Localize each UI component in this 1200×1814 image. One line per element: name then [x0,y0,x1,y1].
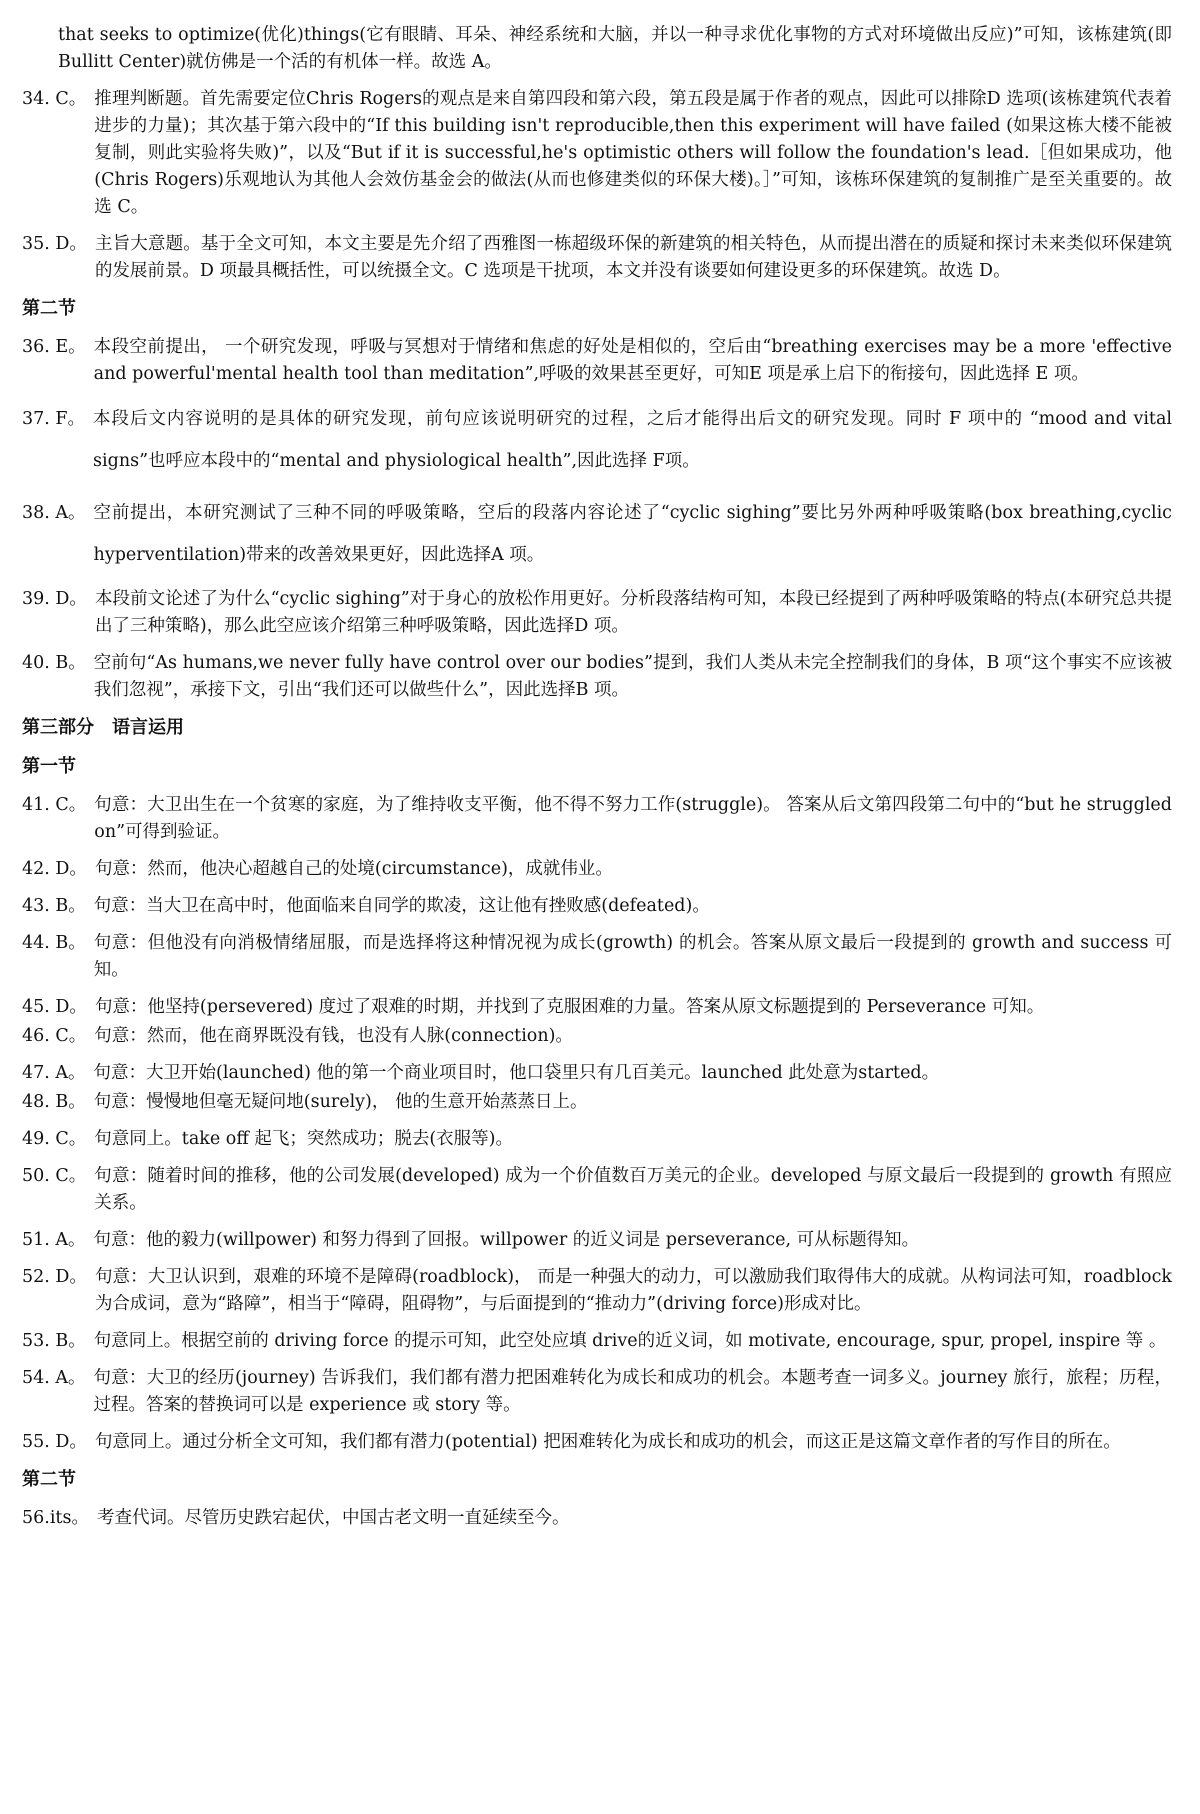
answers-reading-tail [22,22,1172,285]
answer-explanation: 句意：他的毅力(willpower) 和努力得到了回报。willpower 的近义词是 perseverance, 可从标题得知。 [93,1230,920,1250]
answer-explanation: 句意：慢慢地但毫无疑问地(surely)， 他的生意开始蒸蒸日上。 [93,1092,588,1112]
section-heading-2b: 第二节 [22,1469,76,1490]
answer-explanation: 句意：随着时间的推移，他的公司发展(developed) 成为一个价值数百万美元的企业。developed 与原文最后一段提到的 growth 有照应关系。 [94,1166,1172,1213]
answer-explanation: 句意同上。take off 起飞；突然成功；脱去(衣服等)。 [94,1129,513,1149]
answer-item-q38 [22,492,1172,576]
answer-explanation: that seeks to optimize(优化)things(它有眼睛、耳朵、神经系统和大脑，并以一种寻求优化事物的方式对环境做出反应)”可知，该栋建筑(即 Bullitt Center)就仿佛是一个活的有机体一样。故选 A。 [58,25,1172,72]
answer-number: 53. B。 [22,1331,86,1351]
answer-item-q46 [22,1023,1172,1050]
answer-item-q49 [22,1126,1172,1153]
answer-number: 38. A。 [22,503,86,523]
answer-item-q55 [22,1429,1172,1456]
answer-explanation: 句意：他坚持(persevered) 度过了艰难的时期，并找到了克服困难的力量。答案从原文标题提到的 Perseverance 可知。 [94,997,1045,1017]
answers-cloze [22,792,1172,1456]
answer-explanation: 句意：大卫出生在一个贫寒的家庭，为了维持收支平衡，他不得不努力工作(struggle)。 答案从后文第四段第二句中的“but he struggled on”可得到验证。 [94,795,1172,842]
answer-explanation: 句意同上。根据空前的 driving force 的提示可知，此空处应填 drive的近义词，如 motivate, encourage, spur, propel, inspire 等 。 [93,1331,1167,1351]
answer-number: 51. A。 [22,1230,86,1250]
answer-explanation: 空前句“As humans,we never fully have control over our bodies”提到，我们人类从未完全控制我们的身体，B 项“这个事实不应该被我们忽视”，承接下文，引出“我们还可以做些什么”，因此选择B 项。 [93,653,1172,700]
answer-explanation: 本段前文论述了为什么“cyclic sighing”对于身心的放松作用更好。分析段落结构可知，本段已经提到了两种呼吸策略的特点(本研究总共提出了三种策略)，那么此空应该介绍第三种呼吸策略，因此选择D 项。 [94,589,1172,636]
answer-number: 49. C。 [22,1129,87,1149]
answer-explanation: 句意：大卫的经历(journey) 告诉我们，我们都有潜力把困难转化为成长和成功的机会。本题考查一词多义。journey 旅行，旅程；历程，过程。答案的替换词可以是 experience 或 story 等。 [93,1368,1172,1415]
part-heading-3: 第三部分 语言运用 [22,717,184,738]
answer-item-q42 [22,856,1172,883]
answer-number: 43. B。 [22,896,86,916]
answer-explanation: 句意：然而，他在商界既没有钱，也没有人脉(connection)。 [94,1026,573,1046]
answer-item-q53 [22,1328,1172,1355]
answer-number: 44. B。 [22,933,86,953]
answer-item-intro [22,22,1172,76]
answer-item-q41 [22,792,1172,846]
answer-number: 45. D。 [22,997,87,1017]
answer-number: 52. D。 [22,1267,87,1287]
answer-item-q56 [22,1505,1172,1532]
answer-item-q39 [22,586,1172,640]
answer-number: 56.its。 [22,1508,89,1528]
answer-item-q34 [22,86,1172,221]
answer-explanation: 推理判断题。首先需要定位Chris Rogers的观点是来自第四段和第六段，第五段是属于作者的观点，因此可以排除D 选项(该栋建筑代表着进步的力量)；其次基于第六段中的“If this building isn't reproducible,then this experiment will have failed (如果这栋大楼不能被复制，则此实验将失败)”，以及“But if it is successful,he's optimistic others will follow the foundation's lead.［但如果成功，他(Chris Rogers)乐观地认为其他人会效仿基金会的做法(从而也修建类似的环保大楼)。］”可知，该栋环保建筑的复制推广是至关重要的。故选 C。 [94,89,1172,217]
answers-grammar-fill [22,1505,1172,1532]
answer-item-q52 [22,1264,1172,1318]
answer-number: 35. D。 [22,234,87,254]
answer-item-q40 [22,650,1172,704]
answer-number: 48. B。 [22,1092,86,1112]
answer-explanation: 空前提出，本研究测试了三种不同的呼吸策略，空后的段落内容论述了“cyclic sighing”要比另外两种呼吸策略(box breathing,cyclic hyperventilation)带来的改善效果更好，因此选择A 项。 [93,503,1172,565]
answer-item-q47 [22,1060,1172,1087]
answer-explanation: 句意：大卫认识到，艰难的环境不是障碍(roadblock)， 而是一种强大的动力，可以激励我们取得伟大的成就。从构词法可知，roadblock 为合成词，意为“路障”，相当于“障碍，阻碍物”，与后面提到的“推动力”(driving force)形成对比。 [94,1267,1172,1314]
answer-number: 39. D。 [22,589,87,609]
answer-number: 47. A。 [22,1063,86,1083]
answer-number: 41. C。 [22,795,87,815]
answer-explanation: 句意：当大卫在高中时，他面临来自同学的欺凌，这让他有挫败感(defeated)。 [93,896,710,916]
answer-number: 54. A。 [22,1368,86,1388]
answer-number: 55. D。 [22,1432,87,1452]
answer-item-q43 [22,893,1172,920]
answer-number: 40. B。 [22,653,86,673]
answer-number: 34. C。 [22,89,87,109]
answer-item-q44 [22,930,1172,984]
answer-item-q51 [22,1227,1172,1254]
answer-item-q36 [22,334,1172,388]
answer-explanation: 主旨大意题。基于全文可知，本文主要是先介绍了西雅图一栋超级环保的新建筑的相关特色，从而提出潜在的质疑和探讨未来类似环保建筑的发展前景。D 项最具概括性，可以统摄全文。C 选项是干扰项，本文并没有谈要如何建设更多的环保建筑。故选 D。 [94,234,1172,281]
answer-explanation: 本段后文内容说明的是具体的研究发现，前句应该说明研究的过程，之后才能得出后文的研究发现。同时 F 项中的 “mood and vital signs”也呼应本段中的“mental and physiological health”,因此选择 F项。 [93,409,1172,471]
answer-item-q48 [22,1089,1172,1116]
answer-explanation: 句意：但他没有向消极情绪屈服，而是选择将这种情况视为成长(growth) 的机会。答案从原文最后一段提到的 growth and success 可知。 [93,933,1172,980]
answer-item-q37 [22,398,1172,482]
answer-number: 42. D。 [22,859,87,879]
answer-number: 50. C。 [22,1166,87,1186]
answers-seven-choose-five [22,334,1172,704]
answer-number: 37. F。 [22,409,86,429]
section-heading-2a: 第二节 [22,298,76,319]
section-heading-1: 第一节 [22,756,76,777]
answer-explanation: 考查代词。尽管历史跌宕起伏，中国古老文明一直延续至今。 [96,1508,570,1528]
answer-item-q50 [22,1163,1172,1217]
answer-explanation: 句意同上。通过分析全文可知，我们都有潜力(potential) 把困难转化为成长和成功的机会，而这正是这篇文章作者的写作目的所在。 [94,1432,1121,1452]
answer-item-q35 [22,231,1172,285]
answer-explanation: 句意：然而，他决心超越自己的处境(circumstance)，成就伟业。 [94,859,613,879]
answer-explanation: 本段空前提出， 一个研究发现，呼吸与冥想对于情绪和焦虑的好处是相似的，空后由“breathing exercises may be a more 'effective and powerful'mental health tool than meditation”,呼吸的效果甚至更好，可知E 项是承上启下的衔接句，因此选择 E 项。 [93,337,1172,384]
answer-item-q45 [22,994,1172,1021]
answer-number: 46. C。 [22,1026,87,1046]
answer-number: 36. E。 [22,337,86,357]
answer-explanation: 句意：大卫开始(launched) 他的第一个商业项目时，他口袋里只有几百美元。launched 此处意为started。 [93,1063,940,1083]
answer-item-q54 [22,1365,1172,1419]
